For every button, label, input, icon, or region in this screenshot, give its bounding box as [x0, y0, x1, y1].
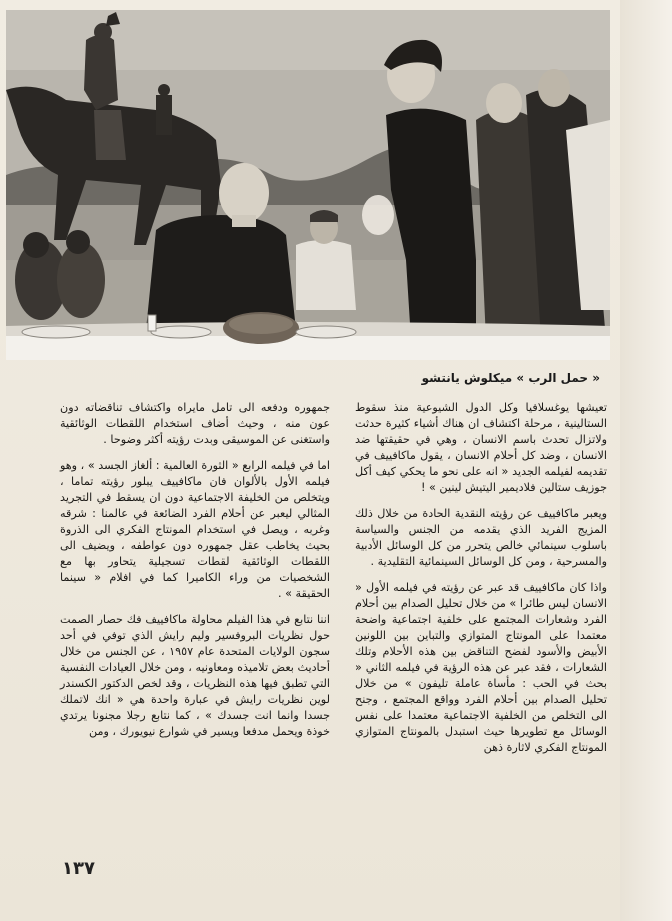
paragraph: اننا نتابع في هذا الفيلم محاولة ماكافييف فك حصار الصمت حول نظريات البروفسير وليم رايش الذي توفي في أحد سجون الولايات المتحدة عام ١٩٥٧ ، عن الجنس من خلال أحاديث بعض تلاميذه ومعاونيه ، ومن خلال العيادات النفسية التي تطبق فيها هذه النظريات ، وقد لخص الدكتور الكسندر لوين نظريات رايش في عبارة واحدة هي « انك لاتملك جسدا وانما انت جسدك » ، كما نتابع رجلا مجنونا يرتدي خوذة ويحمل مدفعا ويسير في شوارع نيويورك ، ومن [60, 613, 330, 738]
paragraph: اما في فيلمه الرابع « الثورة العالمية : ألغاز الجسد » ، وهو فيلمه الأول بالألوان فان ماكافييف يبلور رؤيته تماما ، ويتخلص من الخليفة الاجتماعية دون ان يسقط في التجريد المثالي ليعبر عن أحلام الفرد الضائعة في عالمنا : شرقه وغربه ، ويصل في استخدام المونتاج الفكري الى الذروة بحيث يخاطب عقل جمهوره دون عواطفه ، ويضيف الى اللقطات الوثائقية لقطات تسجيلية يتحاور بها مع الشخصيات من وراء الكاميرا كما في افلام « سينما الحقيقة » . [60, 459, 330, 600]
paragraph: واذا كان ماكافييف قد عبر عن رؤيته في فيلمه الأول « الانسان ليس طائرا » من خلال تحليل الصدام بين أحلام الفرد وشعارات المجتمع على خلفية اجتماعية واضحة معتمدا على المونتاج المتوازي والتباين بين اللونين الأبيض والأسود لفضح التناقض بين هذه الأحلام وتلك الشعارات ، فقد عبر عن هذه الرؤية في فيلمه الثاني « بحث في الحب : مأساة عاملة تليفون » من خلال تحليل الصدام بين أحلام الفرد وواقع المجتمع ، وجنح الى التخلص من الخلفية الاجتماعية معتمدا على نفس الوسائل مع تطويرها حيث استبدل بالمونتاج المتوازي المونتاج الفكري لاثارة ذهن [355, 581, 607, 754]
page-edge [620, 0, 672, 921]
paragraph: تعيشها يوغسلافيا وكل الدول الشيوعية منذ سقوط الستالينية ، مرحلة اكتشاف ان هناك أشياء كثيرة حدثت ولاتزال تحدث باسم الانسان ، وهي في حقيقتها ضد الانسان ، وضد كل أحلام الانسان ، يقول ماكافييف في تقديمه لفيلمه الجديد « انه على نحو ما يحكي كيف أكل جوزيف ستالين فلاديمير اليتيش لينين » ! [355, 401, 607, 494]
text-column-right [355, 400, 607, 766]
text-column-left [60, 400, 330, 750]
photo-caption: « حمل الرب » ميكلوش يانتشو [421, 371, 600, 385]
paragraph: ويعبر ماكافييف عن رؤيته النقدية الحادة من خلال ذلك المزيج الفريد الذي يقدمه من الجنس والسياسة باسلوب سينمائي خالص يتحرر من كل الوسائل الأدبية والمسرحية ، ومن كل الوسائل السينمائية التقليدية . [355, 507, 607, 568]
paragraph: جمهوره ودفعه الى تامل مايراه واكتشاف تناقضاته دون عون منه ، وحيث أضاف استخدام اللقطات الوثائقية واستغنى عن الموسيقى وبدت رؤيته أكثر وضوحا . [60, 401, 330, 446]
page-number: ١٣٧ [62, 858, 95, 879]
film-still-photo [6, 10, 610, 360]
